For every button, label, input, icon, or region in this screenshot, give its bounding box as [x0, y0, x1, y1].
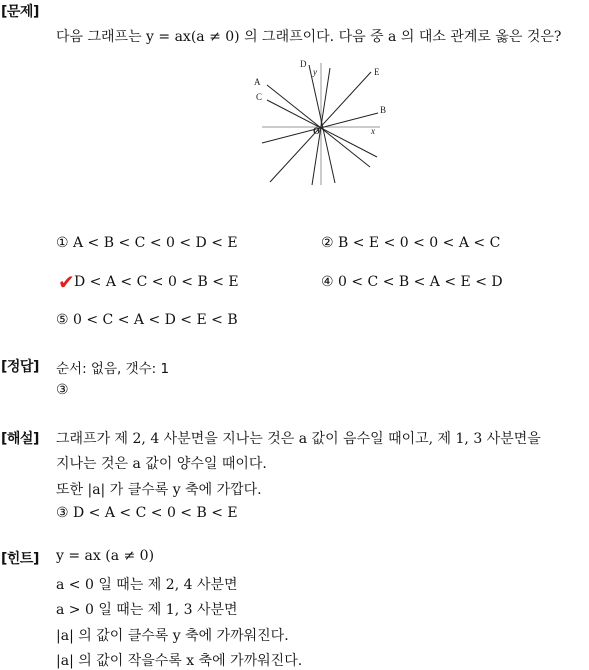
hint-line: |a| 의 값이 작을수록 x 축에 가까워진다. — [56, 653, 303, 669]
problem-label: [문제] — [1, 4, 39, 20]
explanation-line: ③ D < A < C < 0 < B < E — [56, 505, 238, 521]
label-y-axis: y — [313, 67, 317, 77]
answer-label: [정답] — [1, 359, 39, 375]
explanation-line: 또한 |a| 가 클수록 y 축에 가깝다. — [56, 482, 262, 498]
label-D: D — [300, 59, 307, 69]
label-C: C — [256, 92, 263, 102]
choice-1[interactable]: ① A < B < C < 0 < D < E — [56, 235, 238, 251]
hint-line: |a| 의 값이 클수록 y 축에 가까워진다. — [56, 628, 289, 644]
label-x-axis: x — [371, 126, 375, 136]
label-E: E — [374, 67, 380, 77]
selected-check-icon: ✔ — [58, 270, 75, 294]
hint-label: [힌트] — [1, 551, 39, 567]
hint-line: a > 0 일 때는 제 1, 3 사분면 — [56, 602, 238, 618]
label-B: B — [380, 105, 387, 115]
choice-4[interactable]: ④ 0 < C < B < A < E < D — [321, 274, 503, 290]
explanation-line: 지나는 것은 a 값이 양수일 때이다. — [56, 456, 267, 472]
choice-3-text: D < A < C < 0 < B < E — [74, 274, 239, 290]
answer-value: ③ — [56, 382, 69, 398]
explanation-label: [해설] — [1, 431, 39, 447]
hint-line: y = ax (a ≠ 0) — [56, 548, 155, 564]
hint-line: a < 0 일 때는 제 2, 4 사분면 — [56, 577, 238, 593]
choice-5[interactable]: ⑤ 0 < C < A < D < E < B — [56, 312, 238, 328]
explanation-line: 그래프가 제 2, 4 사분면을 지나는 것은 a 값이 음수일 때이고, 제 1, 3 사분면을 — [56, 431, 541, 447]
choice-2[interactable]: ② B < E < 0 < 0 < A < C — [321, 235, 501, 251]
question-text: 다음 그래프는 y = ax(a ≠ 0) 의 그래프이다. 다음 중 a 의 대소 관계로 옳은 것은? — [56, 29, 562, 45]
label-origin: O — [313, 126, 321, 136]
line-C — [267, 100, 377, 157]
answer-summary: 순서: 없음, 갯수: 1 — [56, 361, 170, 377]
line-graph — [0, 55, 589, 255]
label-A: A — [254, 77, 261, 87]
choice-3[interactable] — [56, 274, 239, 290]
